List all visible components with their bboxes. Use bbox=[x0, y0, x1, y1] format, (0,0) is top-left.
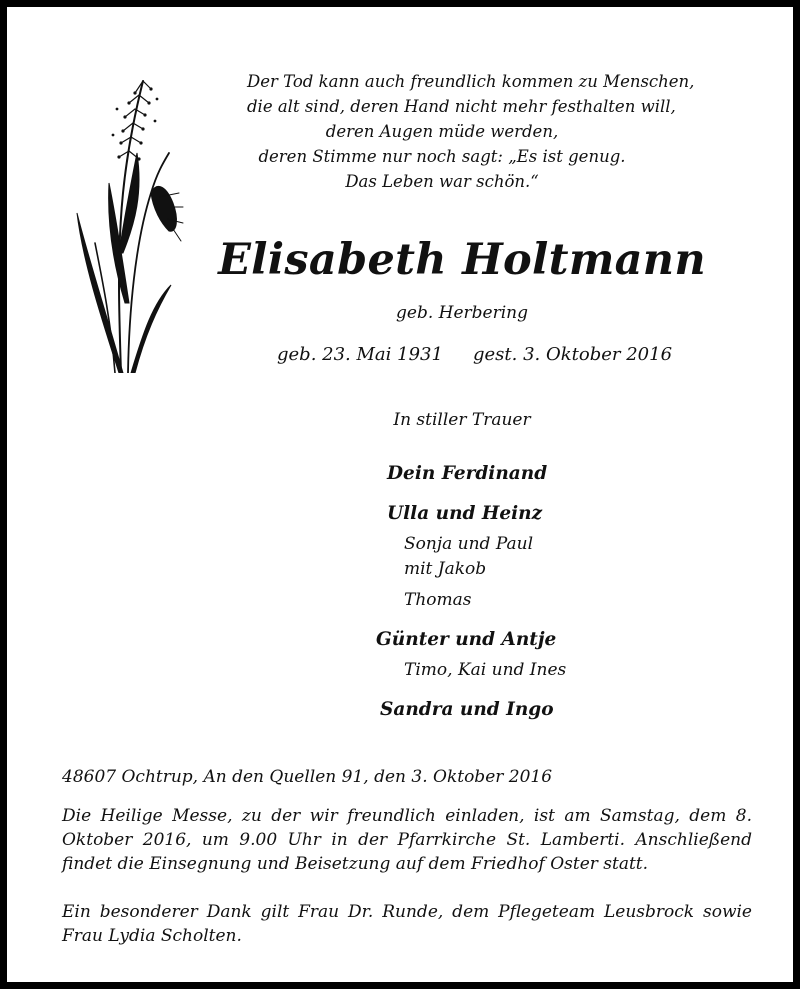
poem-line: Das Leben war schön.“ bbox=[345, 172, 539, 191]
grass-wheat-icon bbox=[73, 73, 193, 373]
funeral-details: Die Heilige Messe, zu der wir freundlich einladen, ist am Samstag, dem 8. Oktober 2016, um 9.00 Uhr in der Pfarrkirche St. Lamberti. Anschließend findet die Einsegnung und Beisetzung auf dem Friedhof Oster statt. bbox=[62, 806, 752, 874]
poem bbox=[247, 69, 695, 194]
birth-date: geb. 23. Mai 1931 bbox=[277, 344, 443, 365]
family-sandra-ingo: Sandra und Ingo bbox=[380, 699, 554, 720]
maiden-name: geb. Herbering bbox=[396, 303, 528, 323]
family-timo-kai-ines: Timo, Kai und Ines bbox=[404, 660, 567, 680]
thanks-note: Ein besonderer Dank gilt Frau Dr. Runde, dem Pflegeteam Leusbrock sowie Frau Lydia Scholten. bbox=[62, 902, 752, 946]
poem-line: die alt sind, deren Hand nicht mehr festhalten will, bbox=[247, 97, 676, 116]
family-mit-jakob: mit Jakob bbox=[404, 559, 487, 579]
address-line: 48607 Ochtrup, An den Quellen 91, den 3. Oktober 2016 bbox=[62, 767, 553, 787]
family-sonja-paul: Sonja und Paul bbox=[404, 534, 534, 554]
death-date: gest. 3. Oktober 2016 bbox=[473, 344, 673, 365]
family-thomas: Thomas bbox=[404, 590, 472, 610]
poem-line: deren Augen müde werden, bbox=[325, 122, 559, 141]
poem-line: deren Stimme nur noch sagt: „Es ist genug. bbox=[258, 147, 626, 166]
poem-line: Der Tod kann auch freundlich kommen zu Menschen, bbox=[247, 72, 695, 91]
family-ulla-heinz: Ulla und Heinz bbox=[387, 503, 543, 524]
mourning-line: In stiller Trauer bbox=[393, 410, 531, 430]
family-guenter-antje: Günter und Antje bbox=[376, 629, 557, 650]
family-ferdinand: Dein Ferdinand bbox=[387, 463, 548, 484]
deceased-name: Elisabeth Holtmann bbox=[218, 235, 706, 285]
